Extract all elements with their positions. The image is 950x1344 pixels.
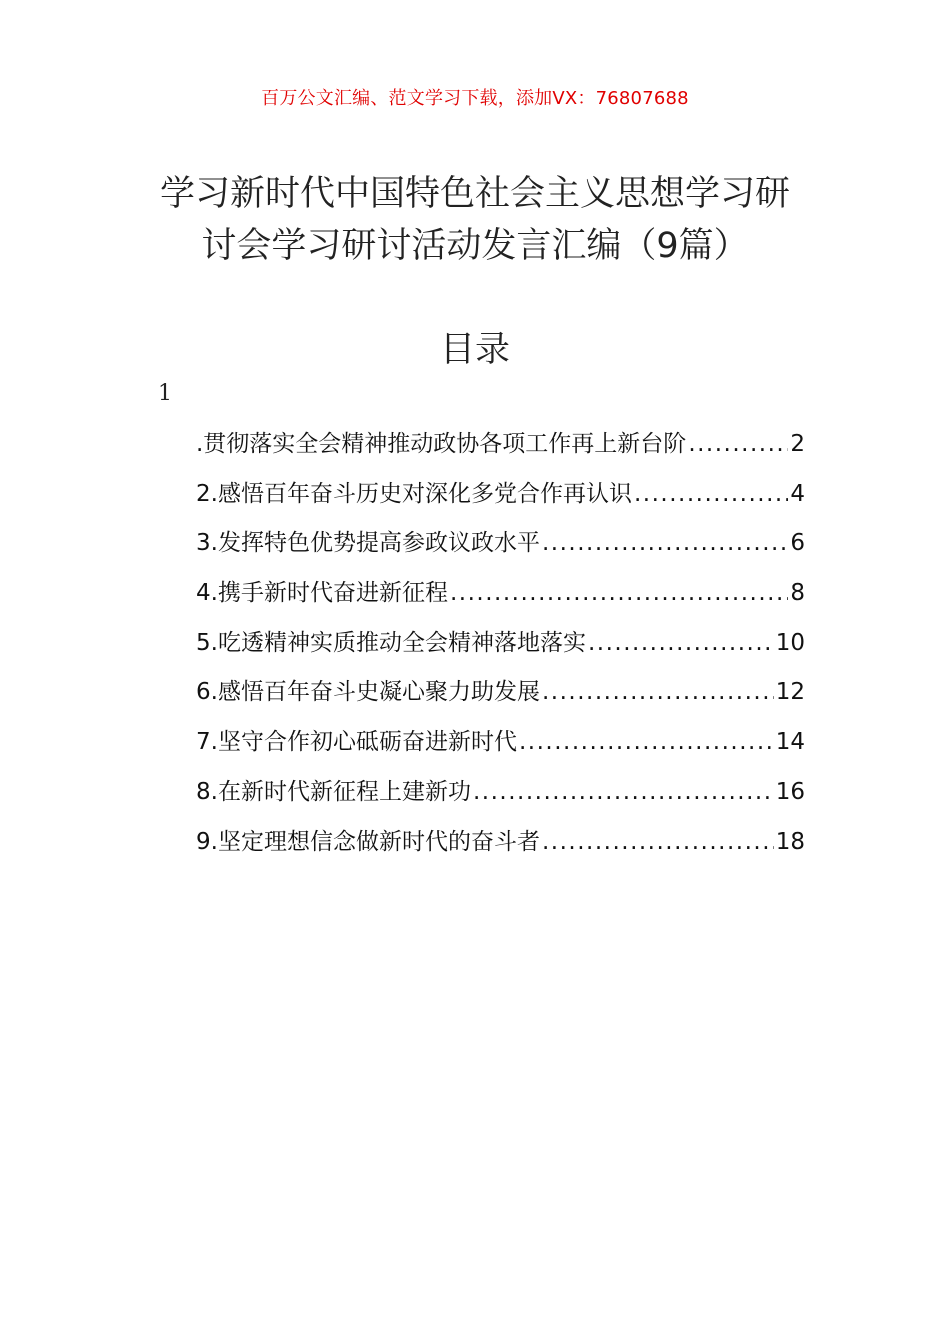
toc-entry[interactable] [196,470,805,520]
toc-entry-page: 12 [775,679,805,706]
toc-entry[interactable] [196,569,805,619]
table-of-contents [196,420,805,867]
toc-entry-page: 6 [790,530,805,557]
toc-entry-title: 7.坚守合作初心砥砺奋进新时代 [196,729,517,756]
toc-entry-title: 9.坚定理想信念做新时代的奋斗者 [196,828,540,855]
toc-entry[interactable] [196,818,805,868]
toc-entry-title: 5.吃透精神实质推动全会精神落地落实 [196,629,586,656]
toc-entry-page: 2 [790,431,805,457]
toc-entry-title: 2.感悟百年奋斗历史对深化多党合作再认识 [196,480,632,507]
toc-entry-page: 8 [790,580,805,607]
toc-leader-dots [450,569,788,619]
toc-entry-page: 18 [775,828,805,855]
title-line-1: 学习新时代中国特色社会主义思想学习研 [159,174,790,214]
toc-entry[interactable] [196,420,805,470]
document-title [120,168,830,272]
toc-entry[interactable] [196,768,805,818]
toc-entry-title: 4.携手新时代奋进新征程 [196,580,448,607]
toc-entry-page: 16 [775,778,805,805]
toc-entry[interactable] [196,668,805,718]
toc-entry-page: 14 [775,729,805,756]
toc-entry-title: 3.发挥特色优势提高参政议政水平 [196,530,540,557]
toc-leader-dots [542,519,788,569]
toc-leader-dots [634,470,788,520]
toc-entry[interactable] [196,718,805,768]
download-notice: 百万公文汇编、范文学习下载，添加VX：76807688 [261,88,689,109]
toc-entry[interactable] [196,619,805,669]
title-line-2: 讨会学习研讨活动发言汇编（9篇） [201,226,749,266]
toc-leader-dots [688,420,788,470]
toc-leader-dots [519,718,774,768]
toc-leader-dots [542,668,774,718]
toc-entry-page: 10 [775,629,805,656]
toc-leader-dots [473,768,774,818]
toc-entry-page: 4 [790,480,805,507]
toc-leader-dots [588,619,774,669]
toc-item-number: 1 [158,381,172,406]
toc-entry-title: 6.感悟百年奋斗史凝心聚力助发展 [196,679,540,706]
toc-heading: 目录 [439,330,510,370]
toc-entry-title: .贯彻落实全会精神推动政协各项工作再上新台阶 [196,431,687,457]
toc-entry[interactable] [196,519,805,569]
toc-leader-dots [542,818,774,868]
toc-entry-title: 8.在新时代新征程上建新功 [196,778,471,805]
